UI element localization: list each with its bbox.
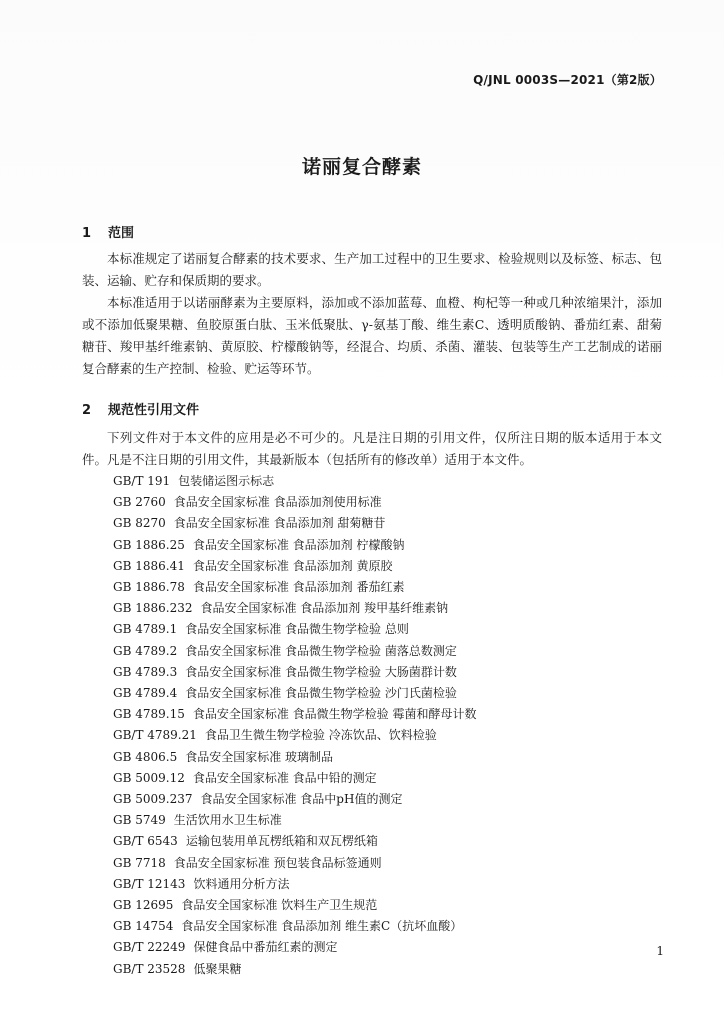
reference-title: 饮料通用分析方法 [193, 876, 290, 891]
reference-code: GB 1886.25 [113, 537, 185, 552]
reference-item [113, 513, 673, 534]
reference-item [113, 704, 673, 725]
reference-code: GB 4789.15 [113, 707, 185, 722]
reference-code: GB 4806.5 [113, 749, 178, 764]
reference-item [113, 662, 673, 683]
reference-code: GB/T 191 [113, 474, 171, 488]
reference-title: 包装储运图示标志 [178, 474, 275, 488]
section-2-title: 规范性引用文件 [108, 403, 200, 418]
reference-title: 食品安全国家标准 食品添加剂 维生素C（抗坏血酸） [181, 919, 463, 934]
reference-code: GB 5009.12 [113, 770, 185, 785]
reference-item [113, 895, 673, 916]
reference-list [113, 471, 673, 980]
reference-code: GB/T 12143 [113, 876, 186, 891]
reference-item [113, 683, 673, 704]
reference-code: GB 1886.232 [113, 601, 193, 616]
section-2-paragraph-1: 下列文件对于本文件的应用是必不可少的。凡是注日期的引用文件，仅所注日期的版本适用于本文件。凡是不注日期的引用文件，其最新版本（包括所有的修改单）适用于本文件。 [82, 430, 662, 467]
reference-code: GB 4789.4 [113, 686, 178, 701]
reference-title: 低聚果糖 [193, 961, 242, 976]
reference-code: GB 7718 [113, 855, 166, 870]
reference-item [113, 535, 673, 556]
reference-item [113, 810, 673, 831]
reference-title: 食品安全国家标准 食品添加剂 羧甲基纤维素钠 [200, 601, 449, 616]
reference-title: 食品安全国家标准 食品添加剂 黄原胶 [192, 558, 393, 573]
reference-title: 食品安全国家标准 饮料生产卫生规范 [181, 898, 378, 913]
reference-title: 食品安全国家标准 玻璃制品 [185, 749, 334, 764]
section-2-heading [82, 399, 199, 418]
reference-item [113, 853, 673, 874]
reference-code: GB/T 6543 [113, 834, 178, 849]
reference-title: 食品安全国家标准 食品添加剂 甜菊糖苷 [173, 516, 386, 531]
reference-title: 保健食品中番茄红素的测定 [193, 940, 338, 955]
reference-code: GB/T 4789.21 [113, 728, 197, 743]
section-1-number: 1 [82, 226, 92, 241]
reference-code: GB 2760 [113, 495, 166, 510]
reference-code: GB/T 22249 [113, 940, 186, 955]
reference-title: 食品安全国家标准 食品添加剂 番茄红素 [192, 580, 405, 595]
reference-item [113, 492, 673, 513]
section-1-paragraph-1: 本标准规定了诺丽复合酵素的技术要求、生产加工过程中的卫生要求、检验规则以及标签、标志、包装、运输、贮存和保质期的要求。 [82, 251, 662, 288]
section-1-title: 范围 [108, 226, 135, 241]
reference-code: GB 4789.3 [113, 664, 178, 679]
reference-title: 食品安全国家标准 食品微生物学检验 大肠菌群计数 [185, 664, 457, 679]
reference-item [113, 747, 673, 768]
reference-code: GB 1886.41 [113, 558, 185, 573]
reference-item [113, 959, 673, 980]
reference-item [113, 789, 673, 810]
reference-code: GB 4789.2 [113, 643, 178, 658]
reference-title: 食品安全国家标准 食品微生物学检验 总则 [185, 622, 409, 637]
reference-item [113, 937, 673, 958]
reference-item [113, 619, 673, 640]
reference-item [113, 725, 673, 746]
reference-code: GB 12695 [113, 898, 174, 913]
reference-title: 食品安全国家标准 食品添加剂使用标准 [173, 495, 382, 510]
reference-code: GB/T 23528 [113, 961, 186, 976]
reference-item [113, 598, 673, 619]
reference-title: 食品安全国家标准 食品微生物学检验 霉菌和酵母计数 [192, 707, 477, 722]
section-1-paragraph-2: 本标准适用于以诺丽酵素为主要原料，添加或不添加蓝莓、血橙、枸杞等一种或几种浓缩果汁，添加或不添加低聚果糖、鱼胶原蛋白肽、玉米低聚肽、γ-氨基丁酸、维生素C、透明质酸钠、番茄红素、甜菊糖苷、羧甲基纤维素钠、黄原胶、柠檬酸钠等，经混合、均质、杀菌、灌装、包装等生产工艺制成的诺丽复合酵素的生产控制、检验、贮运等环节。 [82, 295, 662, 376]
reference-code: GB 14754 [113, 919, 174, 934]
reference-title: 运输包装用单瓦楞纸箱和双瓦楞纸箱 [185, 834, 378, 849]
reference-title: 食品安全国家标准 食品微生物学检验 沙门氏菌检验 [185, 686, 457, 701]
reference-title: 生活饮用水卫生标准 [173, 813, 282, 828]
reference-item [113, 556, 673, 577]
page-number: 1 [656, 944, 664, 958]
section-2-number: 2 [82, 403, 92, 418]
reference-code: GB 1886.78 [113, 580, 185, 595]
reference-code: GB 5009.237 [113, 792, 193, 807]
section-1-heading [82, 222, 134, 241]
reference-item [113, 831, 673, 852]
reference-title: 食品安全国家标准 食品微生物学检验 菌落总数测定 [185, 643, 457, 658]
reference-title: 食品安全国家标准 预包装食品标签通则 [173, 855, 382, 870]
standard-code: Q/JNL 0003S—2021（第2版） [473, 73, 662, 87]
reference-code: GB 8270 [113, 516, 166, 531]
reference-title: 食品卫生微生物学检验 冷冻饮品、饮料检验 [204, 728, 437, 743]
reference-item [113, 916, 673, 937]
reference-code: GB 4789.1 [113, 622, 178, 637]
reference-title: 食品安全国家标准 食品中铅的测定 [192, 770, 377, 785]
reference-title: 食品安全国家标准 食品添加剂 柠檬酸钠 [192, 537, 405, 552]
reference-item [113, 874, 673, 895]
reference-item [113, 577, 673, 598]
reference-item [113, 641, 673, 662]
document-title: 诺丽复合酵素 [301, 156, 422, 178]
reference-title: 食品安全国家标准 食品中pH值的测定 [200, 792, 403, 807]
reference-item [113, 471, 673, 492]
reference-item [113, 768, 673, 789]
reference-code: GB 5749 [113, 813, 166, 828]
